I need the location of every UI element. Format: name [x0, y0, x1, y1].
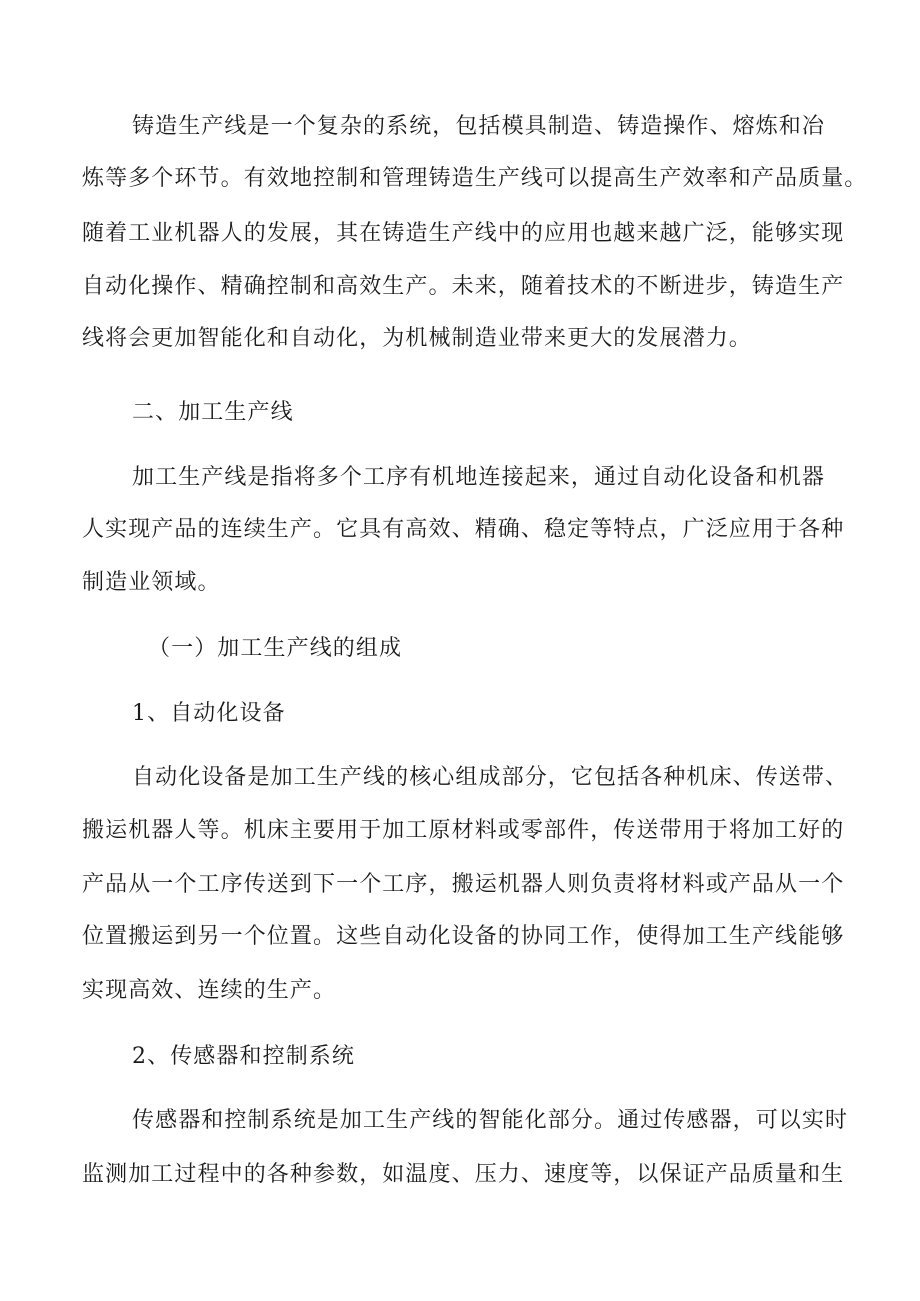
paragraph-line: 实现高效、连续的生产。	[82, 978, 337, 1003]
paragraph-line: 制造业领域。	[82, 570, 221, 595]
subsection-heading: （一）加工生产线的组成	[148, 636, 403, 661]
paragraph-line: 自动化操作、精确控制和高效生产。未来，随着技术的不断进步，铸造生产	[82, 274, 845, 299]
paragraph-line: 线将会更加智能化和自动化，为机械制造业带来更大的发展潜力。	[82, 326, 752, 351]
paragraph-line: 传感器和控制系统是加工生产线的智能化部分。通过传感器，可以实时	[132, 1108, 849, 1133]
paragraph-line: 加工生产线是指将多个工序有机地连接起来，通过自动化设备和机器	[132, 465, 826, 490]
item-heading-sensors-control: 2、传感器和控制系统	[132, 1044, 355, 1069]
paragraph-line: 监测加工过程中的各种参数，如温度、压力、速度等，以保证产品质量和生	[82, 1162, 845, 1187]
paragraph-line: 铸造生产线是一个复杂的系统，包括模具制造、铸造操作、熔炼和冶	[132, 114, 826, 139]
item-heading-automation-equipment: 1、自动化设备	[132, 701, 286, 726]
paragraph-line: 人实现产品的连续生产。它具有高效、精确、稳定等特点，广泛应用于各种	[82, 517, 845, 542]
paragraph-line: 搬运机器人等。机床主要用于加工原材料或零部件，传送带用于将加工好的	[82, 818, 845, 843]
paragraph-line: 产品从一个工序传送到下一个工序，搬运机器人则负责将材料或产品从一个	[82, 872, 845, 897]
section-heading: 二、加工生产线	[132, 400, 294, 425]
paragraph-line: 随着工业机器人的发展，其在铸造生产线中的应用也越来越广泛，能够实现	[82, 221, 845, 246]
paragraph-line: 炼等多个环节。有效地控制和管理铸造生产线可以提高生产效率和产品质量。	[82, 166, 868, 191]
paragraph-line: 自动化设备是加工生产线的核心组成部分，它包括各种机床、传送带、	[132, 765, 849, 790]
paragraph-line: 位置搬运到另一个位置。这些自动化设备的协同工作，使得加工生产线能够	[82, 924, 845, 949]
